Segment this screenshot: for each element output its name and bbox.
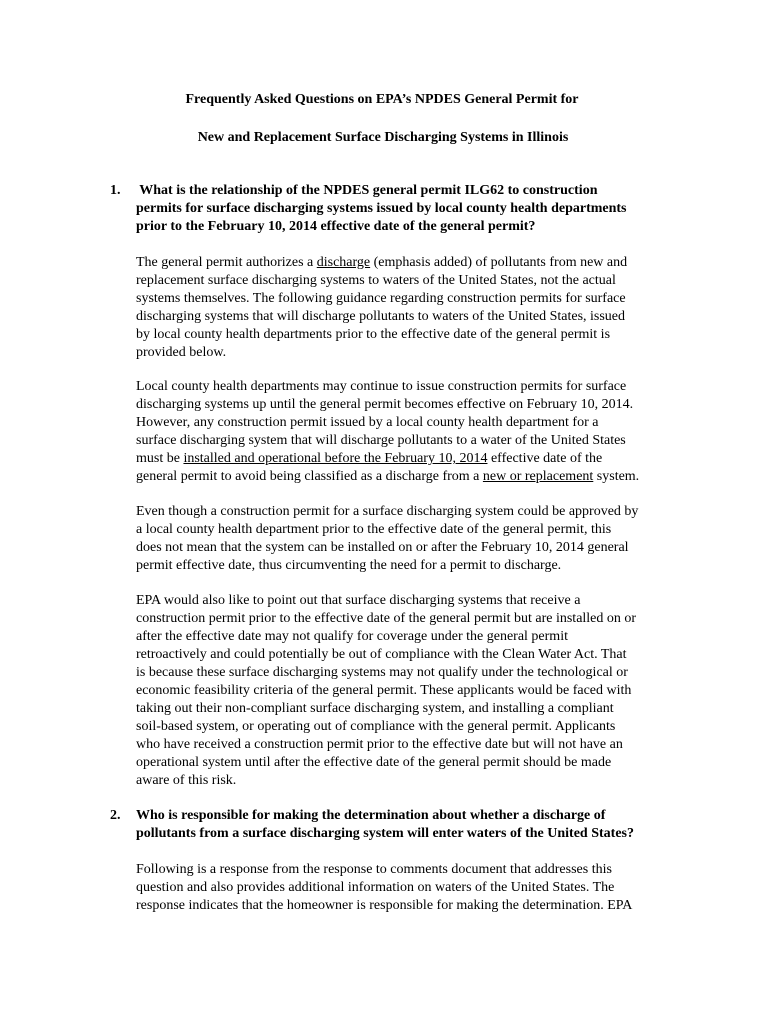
text-run: system. xyxy=(593,469,640,484)
paragraph-4 xyxy=(136,592,686,790)
paragraph-line: discharging systems that will discharge pollutants to waters of the United States, issued xyxy=(136,309,626,324)
paragraph-line: soil-based system, or operating out of compliance with the general permit. Applicants xyxy=(136,719,616,734)
underlined-text: installed and operational before the February 10, 2014 xyxy=(183,451,488,466)
text-run: (emphasis added) of pollutants from new and xyxy=(370,255,628,270)
underlined-text: new or replacement xyxy=(482,469,594,484)
paragraph-line: permit effective date, thus circumventing the need for a permit to discharge. xyxy=(136,558,562,573)
paragraph-line: Following is a response from the response to comments document that addresses this xyxy=(136,862,612,877)
question-2-heading xyxy=(136,807,696,843)
paragraph-line xyxy=(136,468,686,486)
paragraph-line: Even though a construction permit for a surface discharging system could be approved by xyxy=(136,504,639,519)
text-run: effective date of the xyxy=(487,451,603,466)
paragraph-line: by local county health departments prior to the effective date of the general permit is xyxy=(136,327,611,342)
paragraph-line: economic feasibility criteria of the general permit. These applicants would be faced with xyxy=(136,683,632,698)
underlined-text: discharge xyxy=(316,255,371,270)
question-1-heading xyxy=(136,182,676,236)
question-1-line: permits for surface discharging systems issued by local county health departments xyxy=(136,201,627,216)
paragraph-line: aware of this risk. xyxy=(136,773,237,788)
paragraph-line: a local county health department prior to the effective date of the general permit, this xyxy=(136,522,612,537)
paragraph-line: replacement surface discharging systems to waters of the United States, not the actual xyxy=(136,273,616,288)
question-1-number: 1. xyxy=(110,183,121,198)
paragraph-line: provided below. xyxy=(136,345,227,360)
paragraph-line: discharging systems up until the general permit becomes effective on February 10, 2014. xyxy=(136,397,634,412)
paragraph-line: question and also provides additional information on waters of the United States. The xyxy=(136,880,615,895)
document-title-line-1: Frequently Asked Questions on EPA’s NPDES General Permit for xyxy=(185,92,579,107)
question-2-line: pollutants from a surface discharging system will enter waters of the United States? xyxy=(136,826,634,841)
paragraph-line xyxy=(136,254,686,272)
paragraph-2 xyxy=(136,378,686,486)
paragraph-line xyxy=(136,450,686,468)
paragraph-line: However, any construction permit issued by a local county health department for a xyxy=(136,415,599,430)
paragraph-line: operational system until after the effective date of the general permit should be made xyxy=(136,755,612,770)
question-1-line: What is the relationship of the NPDES general permit ILG62 to construction xyxy=(136,183,598,198)
paragraph-line: construction permit prior to the effective date of the general permit but are installed on or xyxy=(136,611,637,626)
question-2-number: 2. xyxy=(110,808,121,823)
document-title-line-2: New and Replacement Surface Discharging Systems in Illinois xyxy=(197,130,569,145)
paragraph-line: who have received a construction permit prior to the effective date but will not have an xyxy=(136,737,623,752)
paragraph-3 xyxy=(136,503,686,575)
question-1-line: prior to the February 10, 2014 effective date of the general permit? xyxy=(136,219,536,234)
paragraph-line: does not mean that the system can be installed on or after the February 10, 2014 general xyxy=(136,540,629,555)
paragraph-line: systems themselves. The following guidance regarding construction permits for surface xyxy=(136,291,626,306)
text-run: general permit to avoid being classified as a discharge from a xyxy=(136,469,483,484)
paragraph-line: is because these surface discharging systems may not qualify under the technological or xyxy=(136,665,628,680)
paragraph-5 xyxy=(136,861,686,915)
paragraph-line: surface discharging system that will discharge pollutants to a water of the United States xyxy=(136,433,626,448)
paragraph-line: retroactively and could potentially be out of compliance with the Clean Water Act. That xyxy=(136,647,627,662)
text-run: The general permit authorizes a xyxy=(136,255,317,270)
question-2-line: Who is responsible for making the determination about whether a discharge of xyxy=(136,808,606,823)
paragraph-line: EPA would also like to point out that surface discharging systems that receive a xyxy=(136,593,581,608)
paragraph-line: after the effective date may not qualify for coverage under the general permit xyxy=(136,629,568,644)
paragraph-1 xyxy=(136,254,686,362)
text-run: must be xyxy=(136,451,184,466)
paragraph-line: Local county health departments may continue to issue construction permits for surface xyxy=(136,379,627,394)
paragraph-line: taking out their non-compliant surface discharging system, and installing a compliant xyxy=(136,701,614,716)
paragraph-line: response indicates that the homeowner is responsible for making the determination. EPA xyxy=(136,898,633,913)
